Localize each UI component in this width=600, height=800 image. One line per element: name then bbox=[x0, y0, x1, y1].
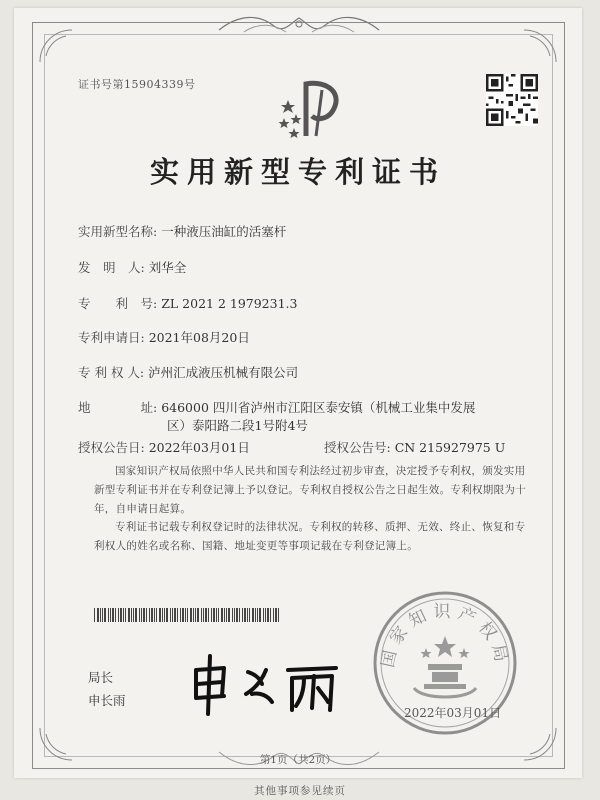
field-grant-date-label: 授权公告日: bbox=[78, 440, 145, 455]
qr-code-icon bbox=[486, 74, 538, 126]
field-name-value: 一种液压油缸的活塞杆 bbox=[161, 224, 287, 239]
field-grant-no-label: 授权公告号: bbox=[324, 440, 391, 455]
certificate-title: 实用新型专利证书 bbox=[149, 155, 446, 189]
field-address-line1: 646000 四川省泸州市江阳区泰安镇（机械工业集中发展 bbox=[161, 400, 476, 415]
field-filing-date-label: 专利申请日: bbox=[78, 330, 145, 345]
field-patentee bbox=[78, 363, 298, 381]
handwritten-signature-icon bbox=[182, 648, 352, 718]
field-address-cont bbox=[167, 416, 308, 434]
field-inventor-label: 发 明 人: bbox=[78, 260, 145, 275]
field-patentee-value: 泸州汇成液压机械有限公司 bbox=[148, 365, 299, 380]
signatory-name: 申长雨 bbox=[88, 693, 126, 708]
page-number: 第1页（共2页） bbox=[259, 754, 337, 766]
field-filing-date-value: 2021年08月20日 bbox=[148, 330, 250, 345]
field-grant-date bbox=[78, 438, 250, 456]
field-address bbox=[78, 398, 475, 416]
footer-note: 其他事项参见续页 bbox=[254, 785, 346, 797]
signatory-title: 局长 bbox=[88, 670, 114, 685]
corner-ornament-icon bbox=[520, 26, 560, 66]
paragraph-legal-status: 专利证书记载专利权登记时的法律状况。专利权的转移、质押、无效、终止、恢复和专利权人的姓名或名称、国籍、地址变更等事项记载在专利登记簿上。 bbox=[94, 521, 526, 552]
field-patentee-label: 专 利 权 人: bbox=[78, 365, 145, 380]
field-name-label: 实用新型名称: bbox=[78, 224, 158, 239]
barcode-icon bbox=[94, 608, 282, 622]
field-patent-no-value: ZL 2021 2 1979231.3 bbox=[161, 296, 298, 311]
field-patent-no-label: 专 利 号: bbox=[78, 296, 158, 311]
patent-office-logo-icon bbox=[276, 70, 350, 144]
paragraph-grant-statement: 国家知识产权局依照中华人民共和国专利法经过初步审查，决定授予专利权，颁发实用新型专利证书并在专利登记簿上予以登记。专利权自授权公告之日起生效。专利权期限为十年，自申请日起算。 bbox=[94, 465, 526, 515]
field-address-label: 地 址: bbox=[78, 400, 158, 415]
field-grant-date-value: 2022年03月01日 bbox=[148, 440, 250, 455]
field-name bbox=[78, 222, 286, 240]
field-inventor-value: 刘华全 bbox=[148, 260, 187, 275]
seal-text: 国家知识产权局 bbox=[378, 602, 512, 670]
field-address-line2: 区）泰阳路二段1号附4号 bbox=[167, 418, 308, 433]
certificate-number: 证书号第15904339号 bbox=[78, 78, 196, 91]
field-grant-no-value: CN 215927975 U bbox=[394, 440, 506, 455]
field-filing-date bbox=[78, 328, 250, 346]
field-grant-no bbox=[324, 438, 505, 456]
top-ornament-icon bbox=[214, 12, 384, 38]
certificate-sheet bbox=[14, 8, 582, 778]
corner-ornament-icon bbox=[36, 26, 76, 66]
field-inventor bbox=[78, 258, 186, 276]
seal-date: 2022年03月01日 bbox=[404, 706, 502, 720]
field-patent-no bbox=[78, 294, 297, 312]
